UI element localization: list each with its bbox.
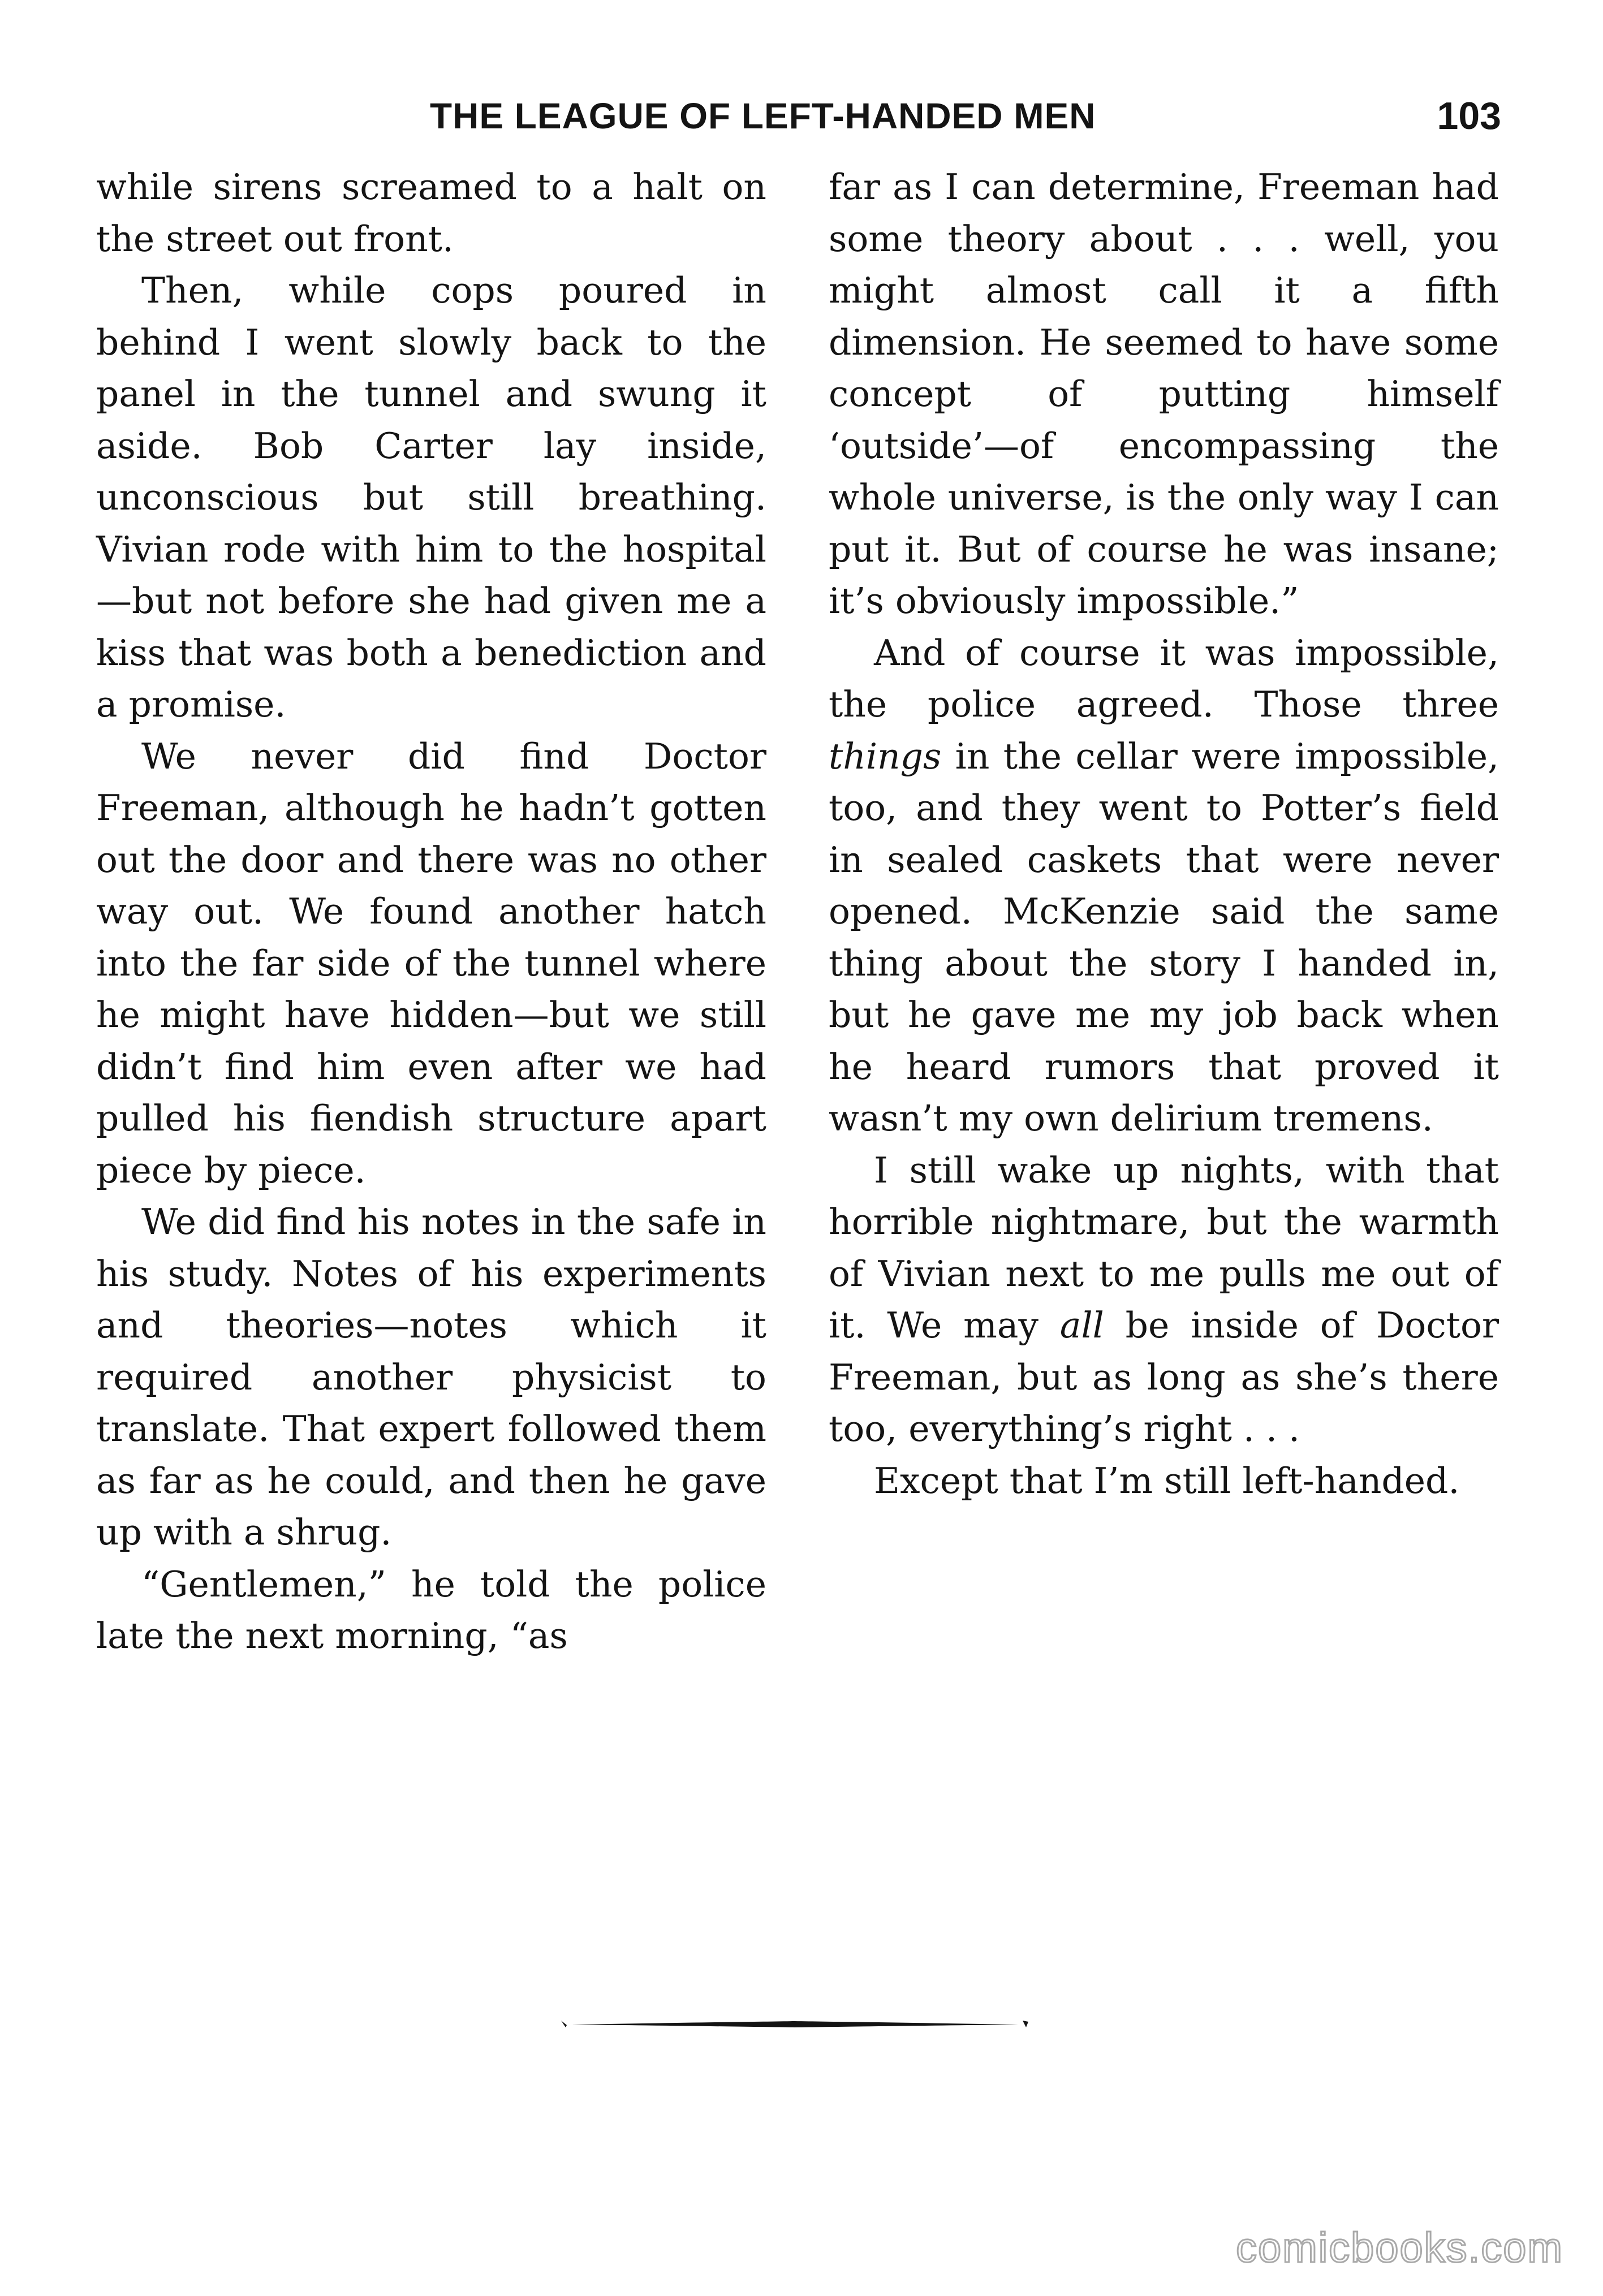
paragraph: Except that I’m still left-handed. [874,1460,1460,1501]
end-of-story-rule [560,2017,1029,2031]
page-number: 103 [1437,94,1501,137]
paragraph: We did find his notes in the safe in his study. Notes of his experiments and theories—notes which it required another physicist to translate. That expert followed them as far as he could, and then he gave up with a shrug. [96,1201,766,1553]
paragraph: “Gentlemen,” he told the police late the next morning, “as [96,1563,766,1656]
text-run: I still wake up nights, with that horrible nightmare, but the warmth of Vivian next to me pulls me out of it. We may [829,1149,1499,1346]
running-title: THE LEAGUE OF LEFT-HANDED MEN [430,96,1096,136]
paragraph: far as I can determine, Freeman had some theory about . . . well, you might almost call it a fifth dimension. He seemed to have some concept of putting himself ‘outside’—of encompassing the whole universe, is the only way I can put it. But of course he was insane; it’s obviously impossible.” [829,166,1499,622]
right-text-column [829,161,1499,1507]
left-text-column [96,161,766,1662]
italic-text: all [1059,1305,1104,1346]
text-run: be inside of Doctor Freeman, but as long as she’s there too, everything’s right . . . [829,1305,1499,1449]
watermark-text: comicbooks.com [1235,2224,1563,2271]
paragraph: We never did find Doctor Freeman, although he hadn’t gotten out the door and there was no other way out. We found another hatch into the far side of the tunnel where he might have hidden—but we still didn’t find him even after we had pulled his fiendish structure apart piece by piece. [96,735,766,1191]
paragraph [829,627,1499,1145]
text-run: And of course it was impossible, the police agreed. Those three [829,632,1499,725]
italic-text: things [829,735,942,777]
paragraph: Then, while cops poured in behind I went slowly back to the panel in the tunnel and swung it aside. Bob Carter lay inside, unconscious but still breathing. Vivian rode with him to the hospital—but not before she had given me a kiss that was both a benediction and a promise. [96,270,766,725]
paragraph: while sirens screamed to a halt on the street out front. [96,166,766,260]
text-run: in the cellar were impossible, too, and they went to Potter’s field in sealed caskets that were never opened. McKenzie said the same thing about the story I handed in, but he gave me my job back when he heard rumors that proved it wasn’t my own delirium tremens. [829,735,1499,1139]
paragraph [829,1145,1499,1455]
